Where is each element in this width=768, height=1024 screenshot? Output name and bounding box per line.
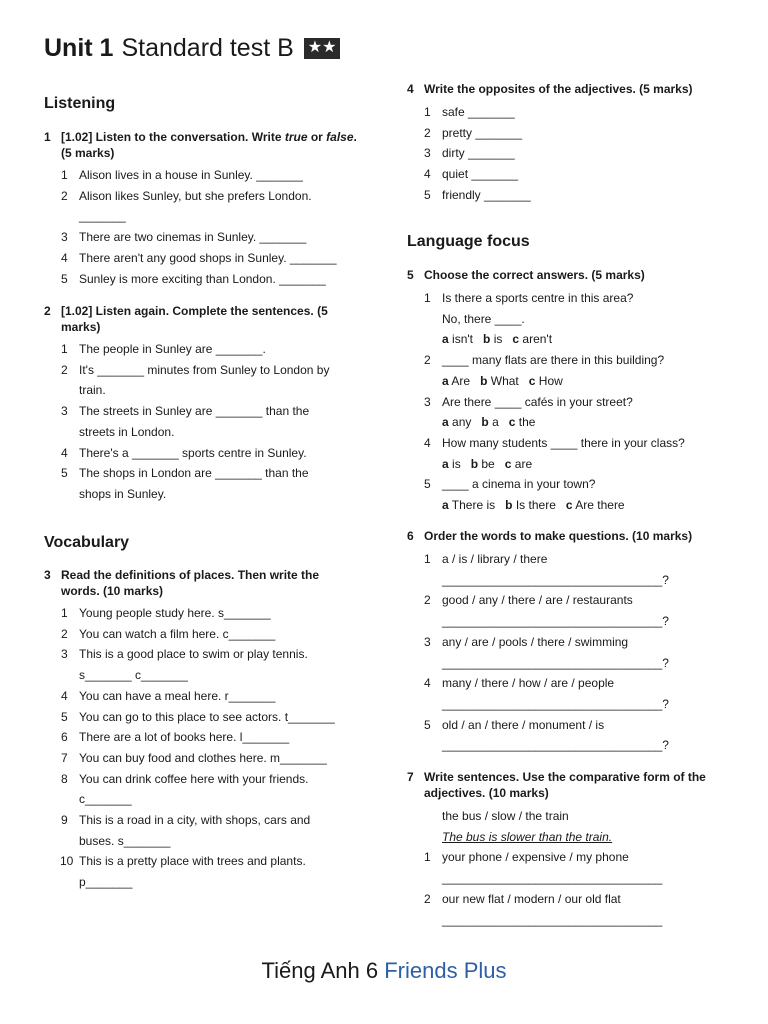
footer-brand: Friends Plus bbox=[384, 958, 507, 983]
list-item: 4 many / there / how / are / people _________________________________? bbox=[424, 676, 669, 711]
question-6-items bbox=[424, 549, 727, 756]
list-item: 2 ____ many flats are there in this building? a Are b What c How bbox=[424, 353, 665, 388]
question-5-items bbox=[424, 288, 727, 516]
list-item: 1 safe _______ bbox=[424, 105, 515, 119]
answer-options: a Are b What c How bbox=[442, 373, 563, 388]
answer-line: _________________________________? bbox=[442, 738, 669, 753]
example-item: the bus / slow / the train The bus is slower than the train. bbox=[442, 809, 613, 844]
question-instruction: [1.02] Listen to the conversation. Write true or false. (5 marks) bbox=[61, 130, 357, 160]
list-item: 6 There are a lot of books here. l_______ bbox=[61, 730, 290, 745]
example-answer: The bus is slower than the train. bbox=[442, 829, 613, 844]
list-item: 3 any / are / pools / there / swimming _________________________________? bbox=[424, 634, 669, 670]
answer-options: a any b a c the bbox=[442, 415, 536, 430]
list-item: 1 The people in Sunley are _______. bbox=[61, 342, 266, 356]
question-number: 1 bbox=[44, 130, 51, 144]
list-item: 5 You can go to this place to see actors. t_______ bbox=[61, 709, 335, 724]
answer-line: _________________________________? bbox=[442, 572, 669, 587]
list-item: 5 old / an / there / monument / is _________________________________? bbox=[424, 717, 669, 753]
answer-options: a is b be c are bbox=[442, 456, 533, 471]
page-title bbox=[44, 34, 340, 63]
list-item: 2 It's _______ minutes from Sunley to London by train. bbox=[61, 362, 330, 398]
question-3-items bbox=[61, 603, 364, 893]
answer-line: _________________________________? bbox=[442, 614, 669, 629]
list-item: 2 Alison likes Sunley, but she prefers London. _______ bbox=[61, 188, 312, 224]
list-item: 2 good / any / there / are / restaurants _________________________________? bbox=[424, 593, 669, 629]
section-heading-listening: Listening bbox=[44, 95, 116, 112]
question-1-items bbox=[61, 165, 364, 289]
list-item: 1 your phone / expensive / my phone _________________________________ bbox=[424, 850, 663, 886]
list-item: 1 a / is / library / there _________________________________? bbox=[424, 552, 669, 587]
answer-options: a isn't b is c aren't bbox=[442, 332, 553, 347]
list-item: 4 There's a _______ sports centre in Sunley. bbox=[61, 445, 307, 460]
question-1-heading bbox=[44, 129, 364, 161]
question-7-heading: 7 Write sentences. Use the comparative form of the adjectives. (10 marks) bbox=[407, 770, 706, 800]
list-item: 4 You can have a meal here. r_______ bbox=[61, 688, 276, 703]
test-subtitle: Standard test B bbox=[121, 34, 294, 62]
list-item: 2 pretty _______ bbox=[424, 125, 523, 140]
list-item: 3 dirty _______ bbox=[424, 146, 515, 161]
list-item: 4 quiet _______ bbox=[424, 167, 519, 182]
list-item: 3 There are two cinemas in Sunley. _______ bbox=[61, 230, 307, 245]
list-item: 7 You can buy food and clothes here. m_______ bbox=[61, 750, 327, 765]
answer-options: a There is b Is there c Are there bbox=[442, 498, 625, 513]
question-6-heading: 6 Order the words to make questions. (10 marks) bbox=[407, 529, 693, 543]
list-item: 5 The shops in London are _______ than the shops in Sunley. bbox=[61, 466, 309, 501]
list-item: 3 This is a good place to swim or play tennis. s_______ c_______ bbox=[61, 647, 308, 683]
list-item: 2 You can watch a film here. c_______ bbox=[61, 626, 276, 641]
section-heading-language-focus: Language focus bbox=[407, 233, 530, 250]
list-item: 5 ____ a cinema in your town? a There is b Is there c Are there bbox=[424, 477, 625, 513]
section-heading-vocabulary: Vocabulary bbox=[44, 534, 130, 551]
list-item: 1 Alison lives in a house in Sunley. _______ bbox=[61, 168, 303, 182]
list-item: 3 The streets in Sunley are _______ than the streets in London. bbox=[61, 404, 310, 439]
answer-line: _________________________________ bbox=[442, 871, 663, 886]
list-item: 4 There aren't any good shops in Sunley. _______ bbox=[61, 250, 337, 265]
list-item: 3 Are there ____ cafés in your street? a any b a c the bbox=[424, 394, 633, 430]
answer-line: _________________________________? bbox=[442, 655, 669, 670]
question-4-heading: 4 Write the opposites of the adjectives. (5 marks) bbox=[407, 82, 693, 96]
question-2-heading: 2 [1.02] Listen again. Complete the sentences. (5 marks) bbox=[44, 304, 328, 334]
list-item: 9 This is a road in a city, with shops, cars and buses. s_______ bbox=[61, 813, 311, 848]
list-item: 5 friendly _______ bbox=[424, 187, 531, 202]
list-item: 1 Young people study here. s_______ bbox=[61, 606, 271, 620]
answer-line: _________________________________? bbox=[442, 696, 669, 711]
list-item: 1 Is there a sports centre in this area? No, there ____. a isn't b is c aren't bbox=[424, 291, 634, 347]
list-item: 10 This is a pretty place with trees and plants. p_______ bbox=[60, 854, 306, 890]
list-item: 2 our new flat / modern / our old flat _________________________________ bbox=[424, 891, 663, 927]
page-footer bbox=[0, 958, 768, 984]
question-7-items bbox=[424, 806, 727, 930]
answer-line: _________________________________ bbox=[442, 912, 663, 927]
footer-prefix: Tiếng Anh 6 bbox=[261, 958, 385, 983]
list-item: 8 You can drink coffee here with your friends. c_______ bbox=[61, 771, 309, 807]
question-3-heading: 3 Read the definitions of places. Then write the words. (10 marks) bbox=[44, 568, 320, 598]
question-4-items bbox=[424, 102, 727, 206]
difficulty-stars-badge: ★★ bbox=[304, 38, 341, 59]
list-item: 4 How many students ____ there in your class? a is b be c are bbox=[424, 435, 685, 471]
list-item: 5 Sunley is more exciting than London. _______ bbox=[61, 271, 326, 286]
question-5-heading: 5 Choose the correct answers. (5 marks) bbox=[407, 268, 645, 282]
unit-label: Unit 1 bbox=[44, 34, 114, 62]
question-2-items bbox=[61, 339, 364, 505]
